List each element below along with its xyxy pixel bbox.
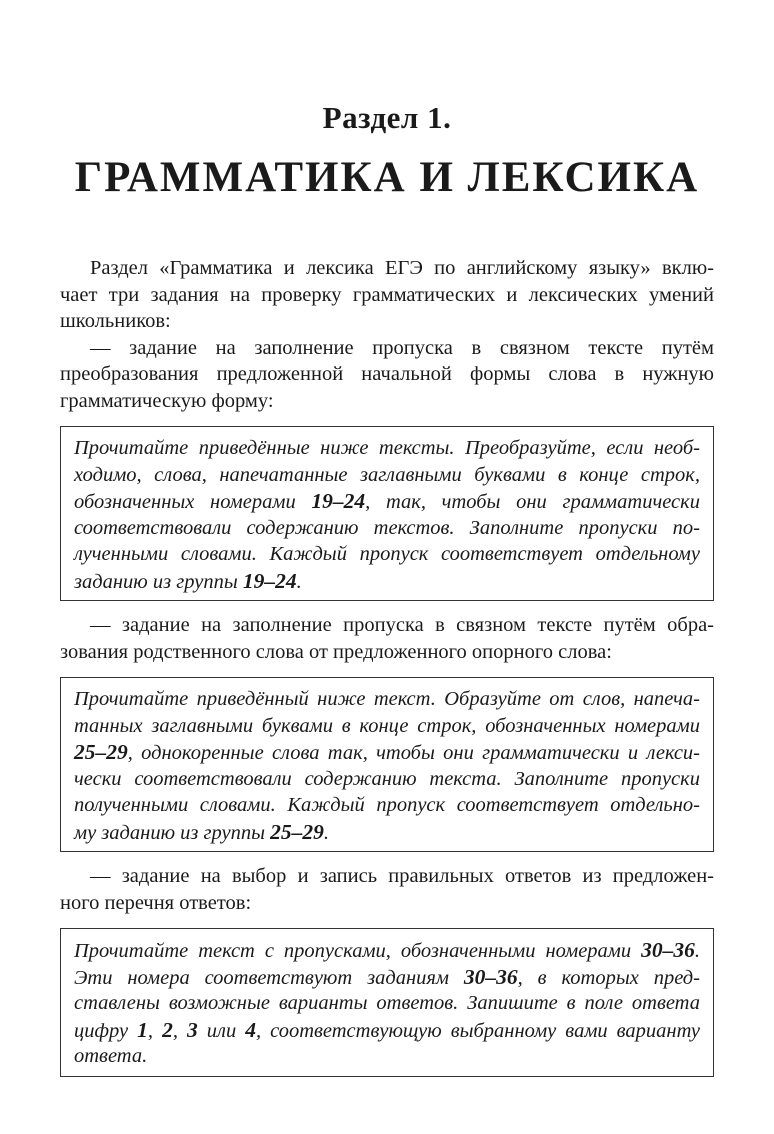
text-segment: , соответствующую выбранному вами варианту	[255, 1019, 700, 1042]
section-number: Раздел 1.	[322, 100, 452, 135]
text-line	[74, 1043, 700, 1070]
text-segment: полученными словами. Каждый пропуск соответствует отдельно-	[74, 794, 700, 816]
task-number-range: 30–36	[463, 964, 518, 989]
text-line: Раздел «Грамматика и лексика ЕГЭ по английскому языку» вклю-	[90, 257, 714, 279]
task-number-range: 19–24	[311, 489, 366, 513]
text-segment: Прочитайте приведённый ниже текст. Образуйте от слов, напеча-	[74, 688, 700, 710]
text-segment: ответа.	[74, 1045, 148, 1067]
text-segment: Прочитайте текст с пропусками, обозначенными номерами	[74, 940, 642, 962]
task-instruction-box	[60, 426, 714, 601]
text-line	[74, 435, 700, 462]
text-line: грамматическую форму:	[60, 389, 274, 412]
text-segment: , в которых пред-	[517, 966, 700, 989]
task-number-range: 30–36	[641, 938, 695, 962]
text-segment: .	[296, 570, 302, 593]
body-paragraph	[60, 335, 714, 415]
text-segment: заданию из группы	[74, 570, 243, 593]
text-line	[74, 937, 700, 964]
text-line	[74, 990, 700, 1017]
task-number-range: 2	[162, 1017, 173, 1042]
text-line	[74, 766, 700, 793]
task-number-range: 19–24	[242, 568, 297, 593]
text-segment: му заданию из группы	[74, 821, 271, 844]
text-segment: Эти номера соответствуют заданиям	[74, 966, 464, 989]
body-paragraph	[60, 863, 714, 916]
text-line: ного перечня ответов:	[60, 891, 252, 914]
text-line: зования родственного слова от предложенного опорного слова:	[60, 640, 612, 663]
text-line	[74, 541, 700, 568]
text-line	[74, 792, 700, 819]
text-segment: танных заглавными буквами в конце строк, обозначенных номерами	[74, 714, 700, 737]
text-segment: ,	[172, 1019, 187, 1042]
text-line: — задание на выбор и запись правильных ответов из предложен-	[90, 865, 714, 887]
text-line: школьников:	[60, 310, 171, 332]
text-line	[74, 488, 700, 515]
text-segment: Прочитайте приведённые ниже тексты. Преобразуйте, если необ-	[74, 437, 700, 459]
text-segment: , однокоренные слова так, чтобы они грамматически и лекси-	[127, 742, 700, 764]
text-segment: ходимо, слова, напечатанные заглавными буквами в конце строк,	[74, 463, 700, 486]
body-paragraph	[60, 255, 714, 335]
text-line: — задание на заполнение пропуска в связном тексте путём обра-	[90, 614, 714, 636]
text-line	[74, 819, 700, 846]
text-line	[74, 713, 700, 740]
page-body	[60, 255, 714, 1088]
text-line: — задание на заполнение пропуска в связном тексте путём	[90, 336, 714, 359]
text-line	[74, 515, 700, 542]
text-line	[74, 1017, 700, 1044]
text-line: чает три задания на проверку грамматических и лексических умений	[60, 283, 714, 306]
task-number-range: 3	[186, 1017, 198, 1042]
task-number-range: 4	[245, 1017, 256, 1042]
text-segment: .	[694, 940, 700, 962]
text-line	[74, 686, 700, 713]
text-segment: , так, чтобы они грамматически	[365, 491, 700, 513]
task-number-range: 25–29	[74, 740, 128, 764]
text-segment: обозначенных номерами	[74, 491, 312, 513]
text-segment: или	[197, 1019, 246, 1042]
text-segment: .	[323, 821, 330, 844]
text-segment: лученными словами. Каждый пропуск соответствует отдельному	[74, 543, 700, 565]
text-line	[74, 964, 700, 991]
text-line: преобразования предложенной начальной формы слова в нужную	[60, 363, 714, 385]
task-instruction-box	[60, 928, 714, 1077]
task-number-range: 1	[137, 1017, 148, 1042]
text-segment: ,	[147, 1019, 163, 1042]
text-line	[74, 739, 700, 766]
text-segment: чески соответствовали содержанию текста. Заполните пропуски	[74, 767, 700, 790]
text-line	[74, 568, 700, 595]
text-segment: соответствовали содержанию текстов. Заполните пропуски по-	[74, 516, 700, 539]
task-instruction-box	[60, 677, 714, 852]
text-segment: цифру	[74, 1019, 138, 1042]
body-paragraph	[60, 612, 714, 665]
text-line	[74, 462, 700, 489]
text-segment: ставлены возможные варианты ответов. Запишите в поле ответа	[74, 992, 700, 1014]
task-number-range: 25–29	[270, 819, 324, 844]
section-title: ГРАММАТИКА И ЛЕКСИКА	[74, 154, 700, 201]
